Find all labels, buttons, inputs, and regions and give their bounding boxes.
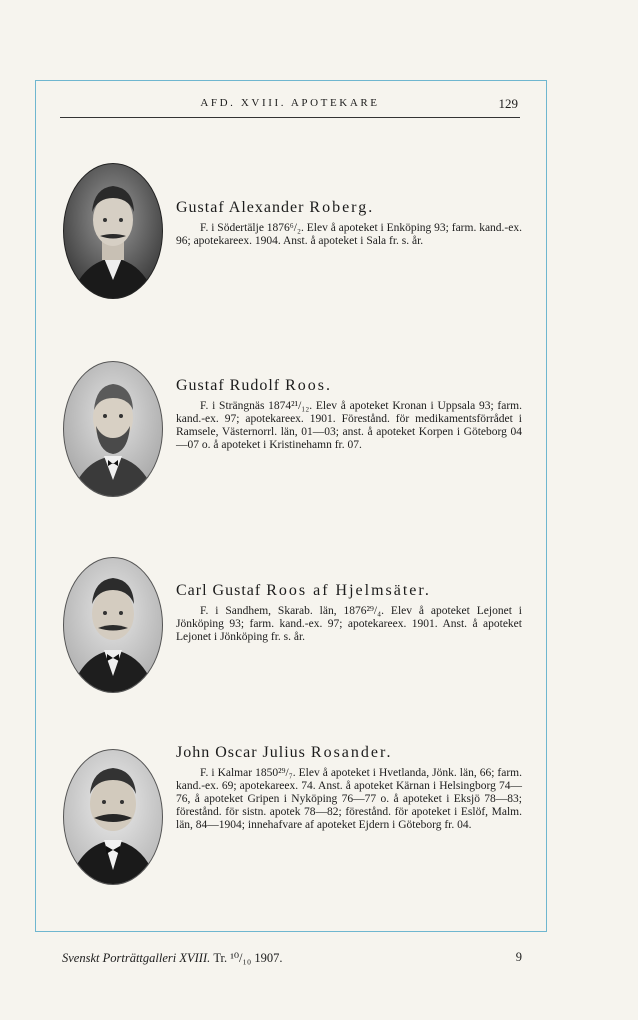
page-footer <box>62 950 522 968</box>
person-name <box>176 199 522 217</box>
surname: Rosander. <box>310 744 393 761</box>
biography: F. i Strängnäs 1874²¹/₁₂. Elev å apoteket Kronan i Uppsala 93; farm. kand.-ex. 97; apotekareex. 1901. Förestånd. för medikamentsförrådet i Ramsele, Västernorrl. län, 01—03; anst. å apoteket Korpen i Göteborg 04—07 o. å apoteket i Kristinehamn fr. 07. <box>176 400 522 451</box>
portrait-roberg <box>62 162 164 300</box>
section-title: AFD. XVIII. APOTEKARE <box>200 97 380 109</box>
given-names: John Oscar Julius <box>176 744 306 761</box>
given-names: Carl Gustaf <box>176 582 262 599</box>
publication-title: Svenskt Porträttgalleri XVIII. <box>62 951 211 965</box>
print-date: Tr. ¹⁰/₁₀ 1907. <box>213 951 283 965</box>
biography: F. i Kalmar 1850²⁹/₇. Elev å apoteket i Hvetlanda, Jönk. län, 66; farm. kand.-ex. 69; apotekareex. 74. Anst. å apoteket Kärnan i Helsingborg 74—76, å apoteket Gripen i Nyköping 76—77 o. å apoteket i Eksjö 78—83; förestånd. för sistn. apotek 78—82; förestånd. för apoteket i Eslöf, Malm. län, 84—1904; innehafvare af apoteket Ejdern i Göteborg fr. 04. <box>176 767 522 831</box>
entry-text <box>176 744 522 832</box>
given-names: Gustaf Alexander <box>176 199 305 216</box>
biography: F. i Södertälje 1876⁶/₂. Elev å apoteket i Enköping 93; farm. kand.-ex. 96; apotekareex. 1904. Anst. å apoteket i Sala fr. s. år. <box>176 222 522 247</box>
running-head <box>60 97 520 117</box>
entry-text <box>176 199 522 248</box>
surname: Roberg. <box>309 199 375 216</box>
footer-publication <box>62 950 282 966</box>
surname: Roos. <box>285 377 333 394</box>
given-names: Gustaf Rudolf <box>176 377 281 394</box>
portrait-rosander <box>62 748 164 886</box>
person-name <box>176 582 522 600</box>
page-number: 129 <box>498 96 518 111</box>
portrait-roos-af-hjelmsater <box>62 556 164 694</box>
signature-mark: 9 <box>515 950 522 964</box>
biography: F. i Sandhem, Skarab. län, 1876²⁹/₄. Elev å apoteket Lejonet i Jönköping 93; farm. kand.-ex. 97; apotekareex. 1901. Anst. å apoteket Lejonet i Jönköping fr. s. år. <box>176 605 522 643</box>
portrait-roos <box>62 360 164 498</box>
person-name <box>176 377 522 395</box>
entry-text <box>176 377 522 452</box>
header-rule <box>60 117 520 118</box>
surname: Roos af Hjelmsäter. <box>266 582 431 599</box>
entry-text <box>176 582 522 644</box>
person-name <box>176 744 522 762</box>
